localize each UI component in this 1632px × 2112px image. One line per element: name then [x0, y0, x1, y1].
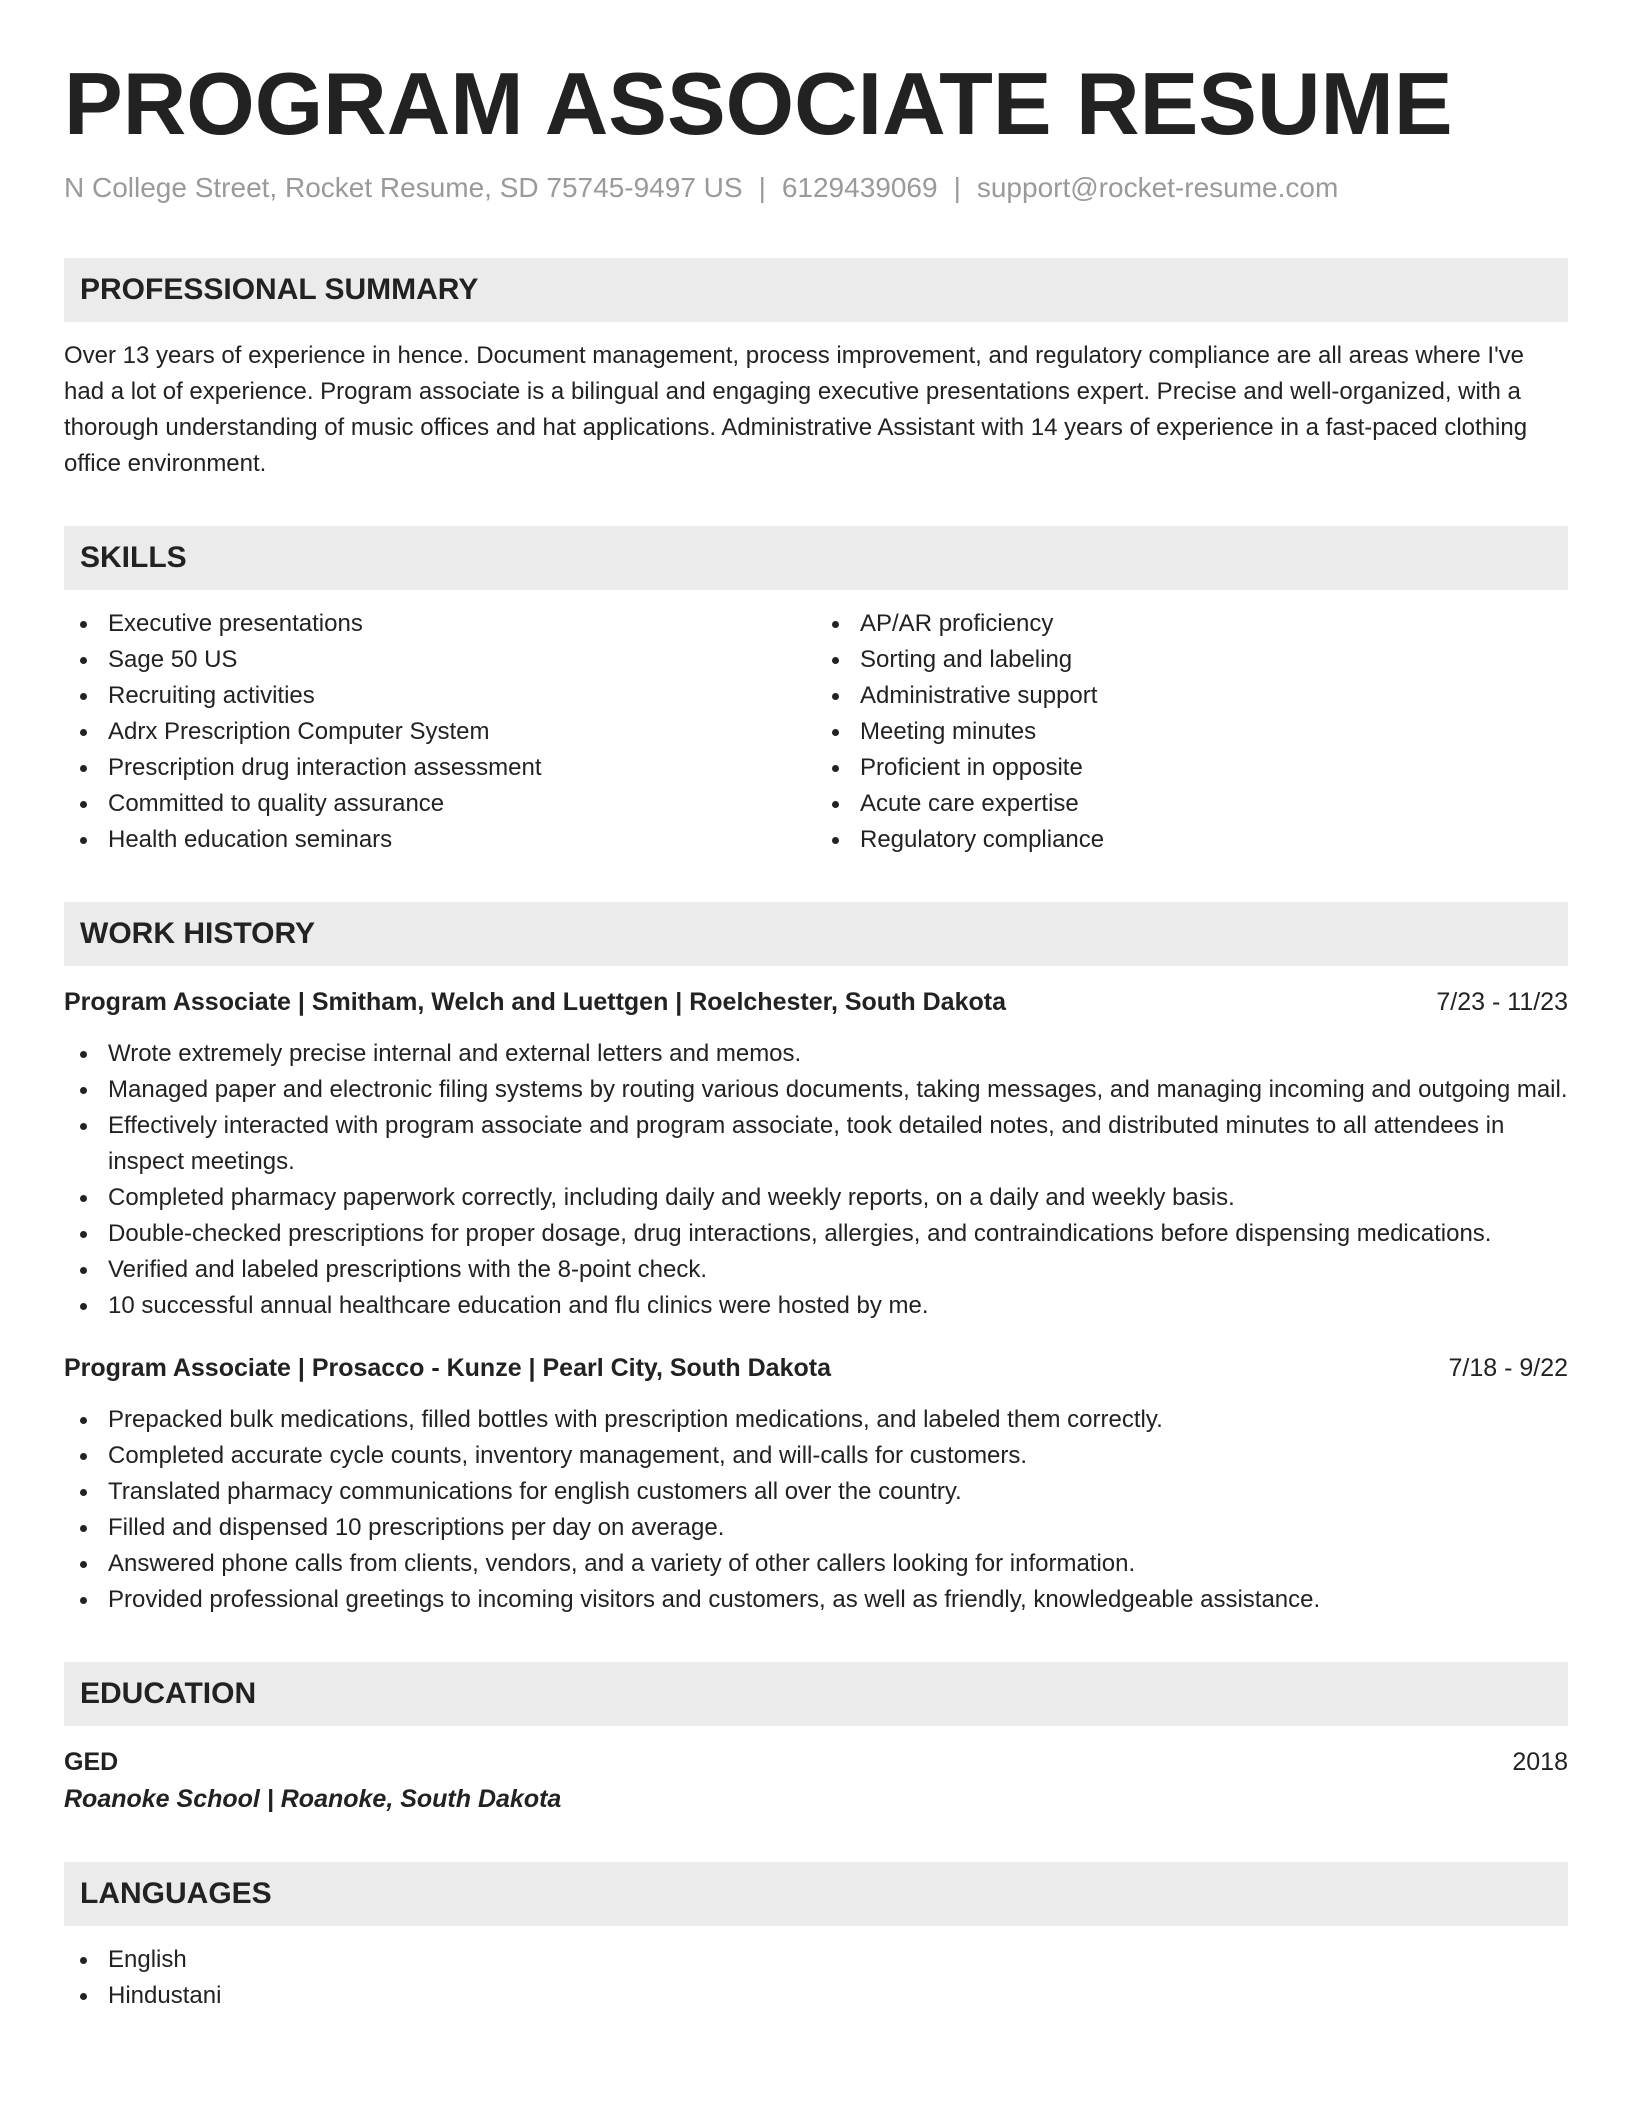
education-heading-row: [64, 1744, 1568, 1780]
skill-item: Administrative support: [816, 678, 1568, 714]
section-header-languages: LANGUAGES: [64, 1862, 1568, 1926]
job-bullet: 10 successful annual healthcare education and flu clinics were hosted by me.: [64, 1288, 1568, 1324]
job-bullet: Completed accurate cycle counts, inventory management, and will-calls for customers.: [64, 1438, 1568, 1474]
job-bullet: Verified and labeled prescriptions with the 8-point check.: [64, 1252, 1568, 1288]
skill-item: Executive presentations: [64, 606, 816, 642]
contact-separator: |: [758, 172, 766, 203]
skill-item: Recruiting activities: [64, 678, 816, 714]
section-header-skills: SKILLS: [64, 526, 1568, 590]
skill-item: AP/AR proficiency: [816, 606, 1568, 642]
skills-list: [64, 606, 1568, 858]
job-dates: 7/23 - 11/23: [1436, 988, 1568, 1016]
job-dates: 7/18 - 9/22: [1448, 1354, 1568, 1382]
job-bullet: Provided professional greetings to incoming visitors and customers, as well as friendly, knowledgeable assistance.: [64, 1582, 1568, 1618]
section-header-education: EDUCATION: [64, 1662, 1568, 1726]
resume-title: PROGRAM ASSOCIATE RESUME: [64, 54, 1453, 153]
school-name: Roanoke School | Roanoke, South Dakota: [64, 1785, 562, 1813]
skill-item: Sorting and labeling: [816, 642, 1568, 678]
skills-column-right: [816, 606, 1568, 858]
contact-line: [64, 170, 1568, 206]
job-bullet: Filled and dispensed 10 prescriptions per day on average.: [64, 1510, 1568, 1546]
job-heading-row: [64, 1350, 1568, 1386]
skill-item: Proficient in opposite: [816, 750, 1568, 786]
graduation-year: 2018: [1512, 1748, 1568, 1776]
languages-list: [64, 1942, 1568, 2014]
job-bullets: [64, 1402, 1568, 1618]
skill-item: Acute care expertise: [816, 786, 1568, 822]
job-bullet: Managed paper and electronic filing systems by routing various documents, taking messages, and managing incoming and outgoing mail.: [64, 1072, 1568, 1108]
summary-text: Over 13 years of experience in hence. Document management, process improvement, and regulatory compliance are all areas where I've had a lot of experience. Program associate is a bilingual and engaging executive presentations expert. Precise and well-organized, with a thorough understanding of music offices and hat applications. Administrative Assistant with 14 years of experience in a fast-paced clothing office environment.: [64, 342, 1528, 477]
skill-item: Meeting minutes: [816, 714, 1568, 750]
job-title: Program Associate | Smitham, Welch and Luettgen | Roelchester, South Dakota: [64, 988, 1006, 1016]
job-entry: [64, 984, 1568, 1324]
job-bullet: Effectively interacted with program associate and program associate, took detailed notes, and distributed minutes to all attendees in inspect meetings.: [64, 1108, 1568, 1180]
language-item: Hindustani: [64, 1978, 1568, 2014]
degree: GED: [64, 1748, 119, 1776]
job-bullet: Translated pharmacy communications for english customers all over the country.: [64, 1474, 1568, 1510]
address: N College Street, Rocket Resume, SD 75745-9497 US: [64, 172, 743, 203]
job-bullet: Prepacked bulk medications, filled bottles with prescription medications, and labeled them correctly.: [64, 1402, 1568, 1438]
phone: 6129439069: [781, 172, 938, 203]
job-title: Program Associate | Prosacco - Kunze | Pearl City, South Dakota: [64, 1354, 831, 1382]
job-bullets: [64, 1036, 1568, 1324]
skill-item: Adrx Prescription Computer System: [64, 714, 816, 750]
job-bullet: Wrote extremely precise internal and external letters and memos.: [64, 1036, 1568, 1072]
contact-separator: |: [953, 172, 961, 203]
job-bullet: Double-checked prescriptions for proper dosage, drug interactions, allergies, and contraindications before dispensing medications.: [64, 1216, 1568, 1252]
skill-item: Committed to quality assurance: [64, 786, 816, 822]
language-item: English: [64, 1942, 1568, 1978]
skills-column-left: [64, 606, 816, 858]
email-link[interactable]: support@rocket-resume.com: [976, 172, 1339, 203]
job-bullet: Completed pharmacy paperwork correctly, including daily and weekly reports, on a daily and weekly basis.: [64, 1180, 1568, 1216]
skill-item: Prescription drug interaction assessment: [64, 750, 816, 786]
job-heading-row: [64, 984, 1568, 1020]
job-entry: [64, 1350, 1568, 1618]
skill-item: Sage 50 US: [64, 642, 816, 678]
section-header-work-history: WORK HISTORY: [64, 902, 1568, 966]
skill-item: Regulatory compliance: [816, 822, 1568, 858]
skill-item: Health education seminars: [64, 822, 816, 858]
section-header-summary: PROFESSIONAL SUMMARY: [64, 258, 1568, 322]
job-bullet: Answered phone calls from clients, vendors, and a variety of other callers looking for information.: [64, 1546, 1568, 1582]
